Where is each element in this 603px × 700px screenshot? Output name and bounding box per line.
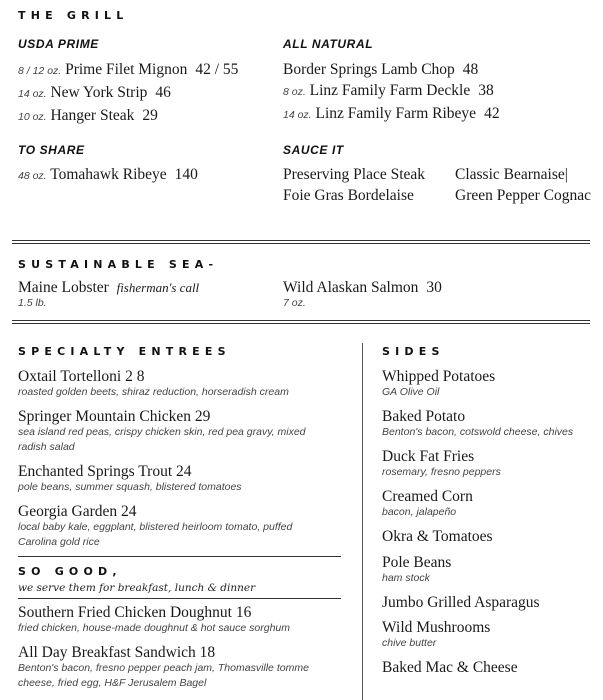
item-name: Oxtail Tortelloni 2 8 — [18, 368, 145, 385]
menu-item — [18, 164, 198, 187]
item-size: 48 oz. — [18, 170, 47, 182]
menu-item — [18, 59, 238, 82]
item-description: rosemary, fresno peppers — [382, 466, 501, 478]
item-name: All Day Breakfast Sandwich 18 — [18, 644, 216, 661]
item-name: Baked Mac & Cheese — [382, 659, 518, 676]
sauce-item: Preserving Place Steak — [283, 166, 426, 183]
item-name: Duck Fat Fries — [382, 448, 475, 465]
side-item — [382, 409, 597, 440]
menu-item — [18, 645, 348, 691]
item-price: 29 — [142, 107, 158, 124]
item-name: Pole Beans — [382, 554, 452, 571]
all-natural-heading: ALL NATURAL — [283, 37, 374, 51]
usda-prime-list — [18, 59, 238, 128]
item-price: 42 — [484, 105, 500, 122]
sea-item — [18, 280, 199, 310]
item-description: GA Olive Oil — [382, 386, 440, 398]
section-divider — [18, 598, 341, 599]
menu-item — [18, 464, 348, 495]
menu-item — [18, 409, 348, 455]
item-size: 8 / 12 oz. — [18, 65, 62, 77]
item-name: Okra & Tomatoes — [382, 528, 493, 545]
side-item — [382, 369, 597, 400]
item-name: Southern Fried Chicken Doughnut 16 — [18, 604, 252, 621]
to-share-heading: TO SHARE — [18, 143, 85, 157]
item-description: fried chicken, house-made doughnut & hot sauce sorghum — [18, 622, 291, 634]
so-good-title: SO GOOD, — [18, 565, 122, 578]
item-name: Tomahawk Ribeye — [50, 166, 167, 183]
menu-item — [18, 605, 348, 636]
column-divider — [362, 343, 363, 700]
item-name: Linz Family Farm Ribeye — [315, 105, 477, 122]
usda-prime-heading: USDA PRIME — [18, 37, 99, 51]
item-price: 38 — [478, 82, 494, 99]
item-name: Hanger Steak — [50, 107, 135, 124]
sides-title: SIDES — [382, 345, 445, 358]
so-good-list — [18, 605, 348, 700]
menu-item — [283, 59, 500, 80]
item-price: 140 — [174, 166, 198, 183]
item-description: roasted golden beets, shiraz reduction, horseradish cream — [18, 386, 289, 398]
menu-item — [18, 369, 348, 400]
section-divider — [18, 556, 341, 557]
item-name: Springer Mountain Chicken 29 — [18, 408, 211, 425]
item-description: Benton's bacon, fresno pepper peach jam, Thomasville tomme cheese, fried egg, H&F Jerusalem Bagel — [18, 662, 309, 689]
item-size: 14 oz. — [18, 88, 47, 100]
item-price: 30 — [426, 279, 442, 296]
item-size: 8 oz. — [283, 86, 306, 98]
item-name: New York Strip — [50, 84, 148, 101]
item-name: Enchanted Springs Trout 24 — [18, 463, 192, 480]
item-price: 48 — [462, 61, 479, 78]
menu-item — [18, 504, 348, 550]
side-item — [382, 660, 597, 676]
sauce-list-right — [455, 164, 591, 206]
item-price: 42 / 55 — [195, 61, 239, 78]
side-item — [382, 529, 597, 545]
entrees-title: SPECIALTY ENTREES — [18, 345, 231, 358]
sauce-item: Green Pepper Cognac — [455, 187, 592, 204]
item-name: Wild Mushrooms — [382, 619, 491, 636]
sauce-item: Foie Gras Bordelaise — [283, 187, 414, 204]
item-description: ham stock — [382, 572, 430, 584]
so-good-tagline: we serve them for breakfast, lunch & dinner — [18, 582, 256, 594]
item-description: pole beans, summer squash, blistered tomatoes — [18, 481, 242, 493]
sides-list — [382, 369, 597, 685]
menu-item — [283, 103, 500, 126]
side-item — [382, 555, 597, 586]
sauce-it-heading: SAUCE IT — [283, 143, 344, 157]
item-size: 10 oz. — [18, 111, 47, 123]
side-item — [382, 489, 597, 520]
item-name: Prime Filet Mignon — [65, 61, 188, 78]
grill-title: THE GRILL — [18, 9, 129, 22]
item-description: chive butter — [382, 637, 437, 649]
side-item — [382, 595, 597, 611]
item-name: Baked Potato — [382, 408, 466, 425]
entrees-list — [18, 369, 348, 559]
item-size: 14 oz. — [283, 109, 312, 121]
item-name: Linz Family Farm Deckle — [309, 82, 471, 99]
sea-item — [283, 280, 442, 310]
sea-title: SUSTAINABLE SEA- — [18, 258, 219, 271]
item-price: 46 — [155, 84, 171, 101]
item-note: fisherman's call — [116, 280, 200, 295]
item-name: Wild Alaskan Salmon — [283, 279, 419, 296]
menu-item — [18, 105, 238, 128]
side-item — [382, 449, 597, 480]
item-name: Jumbo Grilled Asparagus — [382, 594, 540, 611]
item-name: Georgia Garden 24 — [18, 503, 137, 520]
item-name: Border Springs Lamb Chop — [283, 61, 455, 78]
item-name: Creamed Corn — [382, 488, 473, 505]
item-description: Benton's bacon, cotswold cheese, chives — [382, 426, 574, 438]
sauce-list-left — [283, 164, 425, 206]
item-name: Whipped Potatoes — [382, 368, 496, 385]
sauce-item: Classic Bearnaise| — [455, 166, 568, 183]
item-description: local baby kale, eggplant, blistered heirloom tomato, puffed Carolina gold rice — [18, 521, 293, 548]
item-size: 7 oz. — [283, 297, 306, 309]
menu-item — [18, 82, 238, 105]
section-divider — [12, 320, 590, 324]
item-description: bacon, jalapeño — [382, 506, 457, 518]
item-size: 1.5 lb. — [18, 297, 47, 309]
section-divider — [12, 240, 590, 244]
side-item — [382, 620, 597, 651]
menu-item — [283, 80, 500, 103]
item-name: Maine Lobster — [18, 279, 109, 296]
all-natural-list — [283, 59, 500, 126]
item-description: sea island red peas, crispy chicken skin, red pea gravy, mixed radish salad — [18, 426, 306, 453]
